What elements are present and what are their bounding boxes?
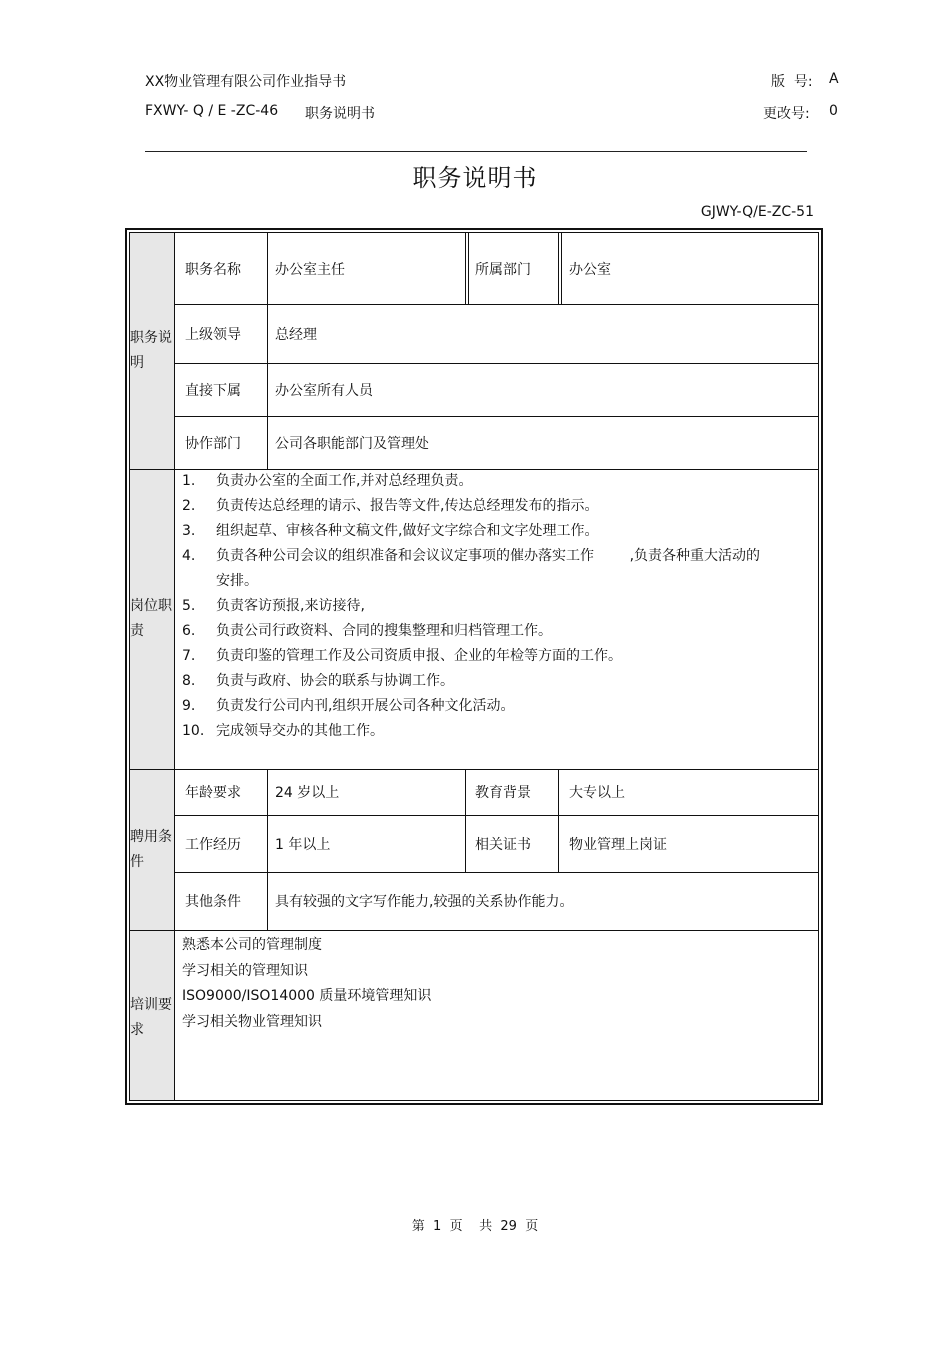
- version-value: A: [829, 71, 839, 87]
- revision-label: 更改号:: [763, 106, 810, 122]
- cooperation-value: 公司各职能部门及管理处: [275, 435, 429, 452]
- age-label: 年龄要求: [185, 785, 241, 801]
- duties-list: [182, 469, 772, 744]
- page-footer: 第 1 页 共 29 页: [411, 1219, 539, 1234]
- cooperation-label: 协作部门: [185, 435, 241, 452]
- education-value: 大专以上: [569, 785, 625, 801]
- document-number: FXWY- Q / E -ZC-46: [145, 103, 279, 119]
- superior-value: 总经理: [275, 326, 317, 343]
- training-item: 学习相关的管理知识: [182, 962, 308, 979]
- list-item: 5. 负责客访预报,来访接待,: [182, 598, 365, 614]
- age-value: 24 岁以上: [275, 785, 340, 801]
- job-name-value: 办公室主任: [275, 261, 345, 278]
- other-value: 具有较强的文字写作能力,较强的关系协作能力。: [275, 894, 574, 910]
- department-label: 所属部门: [475, 261, 531, 278]
- training-item: 学习相关物业管理知识: [182, 1013, 322, 1030]
- form-code: GJWY-Q/E-ZC-51: [700, 204, 814, 220]
- certificate-value: 物业管理上岗证: [569, 836, 667, 853]
- experience-value: 1 年以上: [275, 836, 331, 853]
- subordinates-label: 直接下属: [185, 382, 241, 399]
- list-item: 4. 负责各种公司会议的组织准备和会议议定事项的催办落实工作 ,负责各种重大活动的安排。: [182, 548, 761, 589]
- certificate-label: 相关证书: [475, 836, 531, 853]
- section-label-hiring: 聘用条件: [130, 828, 172, 870]
- header-divider: [145, 151, 807, 152]
- list-item: 7. 负责印鉴的管理工作及公司资质申报、企业的年检等方面的工作。: [182, 648, 622, 664]
- section-label-position: 职务说明: [130, 330, 172, 371]
- other-label: 其他条件: [185, 894, 241, 910]
- training-list: [182, 933, 431, 1035]
- list-item: 6. 负责公司行政资料、合同的搜集整理和归档管理工作。: [182, 623, 552, 639]
- job-description-table: [125, 228, 823, 1105]
- revision-value: 0: [829, 103, 838, 119]
- superior-label: 上级领导: [185, 326, 241, 343]
- list-item: 8. 负责与政府、协会的联系与协调工作。: [182, 673, 454, 689]
- list-item: 3. 组织起草、审核各种文稿文件,做好文字综合和文字处理工作。: [182, 523, 599, 539]
- list-item: 9. 负责发行公司内刊,组织开展公司各种文化活动。: [182, 698, 515, 714]
- list-item: 10. 完成领导交办的其他工作。: [182, 723, 384, 739]
- page-title: 职务说明书: [412, 164, 538, 192]
- job-name-label: 职务名称: [185, 261, 241, 278]
- company-name: XX物业管理有限公司作业指导书: [145, 74, 347, 90]
- education-label: 教育背景: [475, 785, 531, 801]
- department-value: 办公室: [569, 261, 611, 278]
- training-item: 熟悉本公司的管理制度: [182, 937, 322, 953]
- list-item: 1. 负责办公室的全面工作,并对总经理负责。: [182, 473, 473, 489]
- experience-label: 工作经历: [185, 836, 241, 853]
- section-label-duties: 岗位职责: [130, 598, 172, 639]
- subordinates-value: 办公室所有人员: [275, 382, 373, 399]
- section-label-training: 培训要求: [130, 996, 172, 1038]
- list-item: 2. 负责传达总经理的请示、报告等文件,传达总经理发布的指示。: [182, 498, 599, 514]
- version-label: 版 号:: [771, 74, 813, 90]
- training-item: ISO9000/ISO14000 质量环境管理知识: [182, 988, 432, 1004]
- document-title: 职务说明书: [305, 106, 375, 122]
